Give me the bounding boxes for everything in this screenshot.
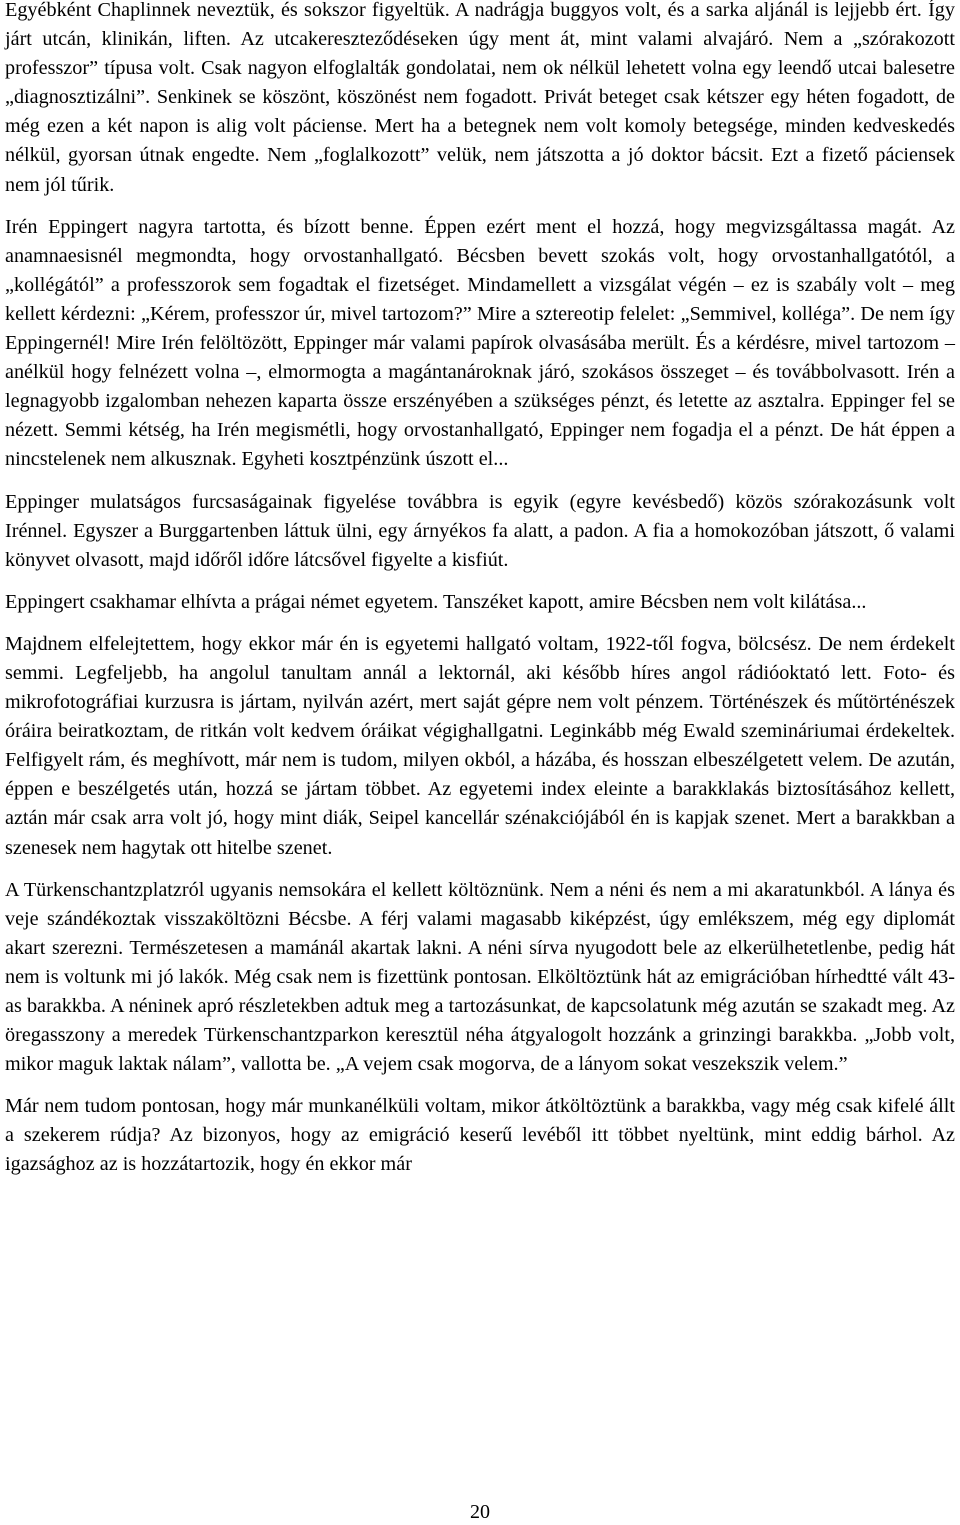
paragraph-turkenschantzplatz: A Türkenschantzplatzról ugyanis nemsokára el kellett költöznünk. Nem a néni és nem a mi akaratunkból. A lánya és veje szándékoztak visszaköltözni Bécsbe. A férj valami magasabb kiképzést, úgy emlékszem, még egy diplomát akart szerezni. Természetesen a mamánál akartak lakni. A néni sírva nyugodott bele az elkerülhetetlenbe, pedig hát nem is voltunk mi jó lakók. Még csak nem is fizettünk pontosan. Elköltöztünk hát az emigrációban hírhedtté vált 43-as barakkba. A néninek apró részletekben adtuk meg a tartozásunkat, de kapcsolatunk még azután se szakadt meg. Az öregasszony a meredek Türkenschantzparkon keresztül néha átgyalogolt hozzánk a grinzingi barakkba. „Jobb volt, mikor maguk laktak nálam”, vallotta be. „A vejem csak mogorva, de a lányom sokat veszekszik velem.” (5, 878, 955, 1076)
paragraph-barakk: Már nem tudom pontosan, hogy már munkanélküli voltam, mikor átköltöztünk a barakkba, vagy még csak kifelé állt a szekerem rúdja? Az bizonyos, hogy az emigráció keserű levéből itt többet nyeltünk, mint eddig bárhol. Az igazsághoz az is hozzátartozik, hogy én ekkor már (5, 1095, 955, 1176)
paragraph-prague: Eppingert csakhamar elhívta a prágai német egyetem. Tanszéket kapott, amire Bécsben nem volt kilátása... (5, 590, 867, 613)
paragraph-iren-eppinger: Irén Eppingert nagyra tartotta, és bízott benne. Éppen ezért ment el hozzá, hogy megvizsgáltassa magát. Az anamnaesisnél megmondta, hogy orvostanhallgató. Bécsben bevett szokás volt, hogy orvostanhallgatótól, a „kollégától” a professzorok sem fogadtak el fizetséget. Mindamellett a vizsgálat végén – ez is szabály volt – meg kellett kérdezni: „Kérem, professzor úr, mivel tartozom?” Mire a sztereotip felelet: „Semmivel, kolléga”. De nem így Eppingernél! Mire Irén felöltözött, Eppinger már valami papírok olvasásába merült. És a kérdésre, mivel tartozom – anélkül hogy felnézett volna –, elmormogta a magántanároknak járó, szokásos összeget – és továbbolvasott. Irén a legnagyobb izgalomban nehezen kaparta össze erszényében a szükséges pénzt, és letette az asztalra. Eppinger fel se nézett. Semmi kétség, ha Irén megismétli, hogy orvostanhallgató, Eppinger nem fogadja el a pénzt. De hát éppen a nincstelenek nem alkusznak. Egyheti kosztpénzünk úszott el... (5, 215, 955, 471)
page-body (5, 0, 955, 1193)
page-number: 20 (470, 1501, 490, 1523)
paragraph-chaplin: Egyébként Chaplinnek neveztük, és sokszor figyeltük. A nadrágja buggyos volt, és a sarka aljánál is lejjebb ért. Így járt utcán, klinikán, liften. Az utcakereszteződéseken úgy ment át, mint valami alvajáró. Nem a „szórakozott professzor” típusa volt. Csak nagyon elfoglalták gondolatai, nem ok nélkül lehetett volna egy leendő utcai balesetre „diagnosztizálni”. Senkinek se köszönt, köszönést nem fogadott. Privát beteget csak kétszer egy héten fogadott, de még ezen a két napon is alig volt páciense. Mert ha a betegnek nem volt komoly betegsége, minden kedveskedés nélkül, gyorsan útnak engedte. Nem „foglalkozott” velük, nem játszotta a jó doktor bácsit. Ezt a fizető páciensek nem jól tűrik. (5, 0, 955, 196)
paragraph-university: Majdnem elfelejtettem, hogy ekkor már én is egyetemi hallgató voltam, 1922-től fogva, bölcsész. De nem érdekelt semmi. Legfeljebb, ha angolul tanultam annál a lektornál, aki később híres angol rádióoktató lett. Foto- és mikrofotográfiai kurzusra is jártam, nyilván azért, mert saját gépre nem volt pénzem. Történészek és műtörténészek óráira beiratkoztam, de ritkán volt kedvem óráikat végighallgatni. Leginkább még Ewald szemináriumai érdekeltek. Felfigyelt rám, és meghívott, már nem is tudom, milyen okból, a házába, és hosszan elbeszélgetett velem. De azután, éppen e beszélgetés után, hozzá se jártam többet. Az egyetemi index eleinte a barakklakás biztosításához kellett, aztán már csak arra volt jó, hogy mint diák, Seipel kancellár szénakciójából én is kapjak szenet. Mert a barakkban a szenesek nem hagytak ott hitelbe szenet. (5, 632, 955, 859)
paragraph-burggarten: Eppinger mulatságos furcsaságainak figyelése továbbra is egyik (egyre kevésbedő) közös szórakozásunk volt Irénnel. Egyszer a Burggartenben láttuk ülni, egy árnyékos fa alatt, a padon. A fia a homokozóban játszott, ő valami könyvet olvasott, majd időről időre látcsővel figyelte a kisfiút. (5, 490, 955, 571)
